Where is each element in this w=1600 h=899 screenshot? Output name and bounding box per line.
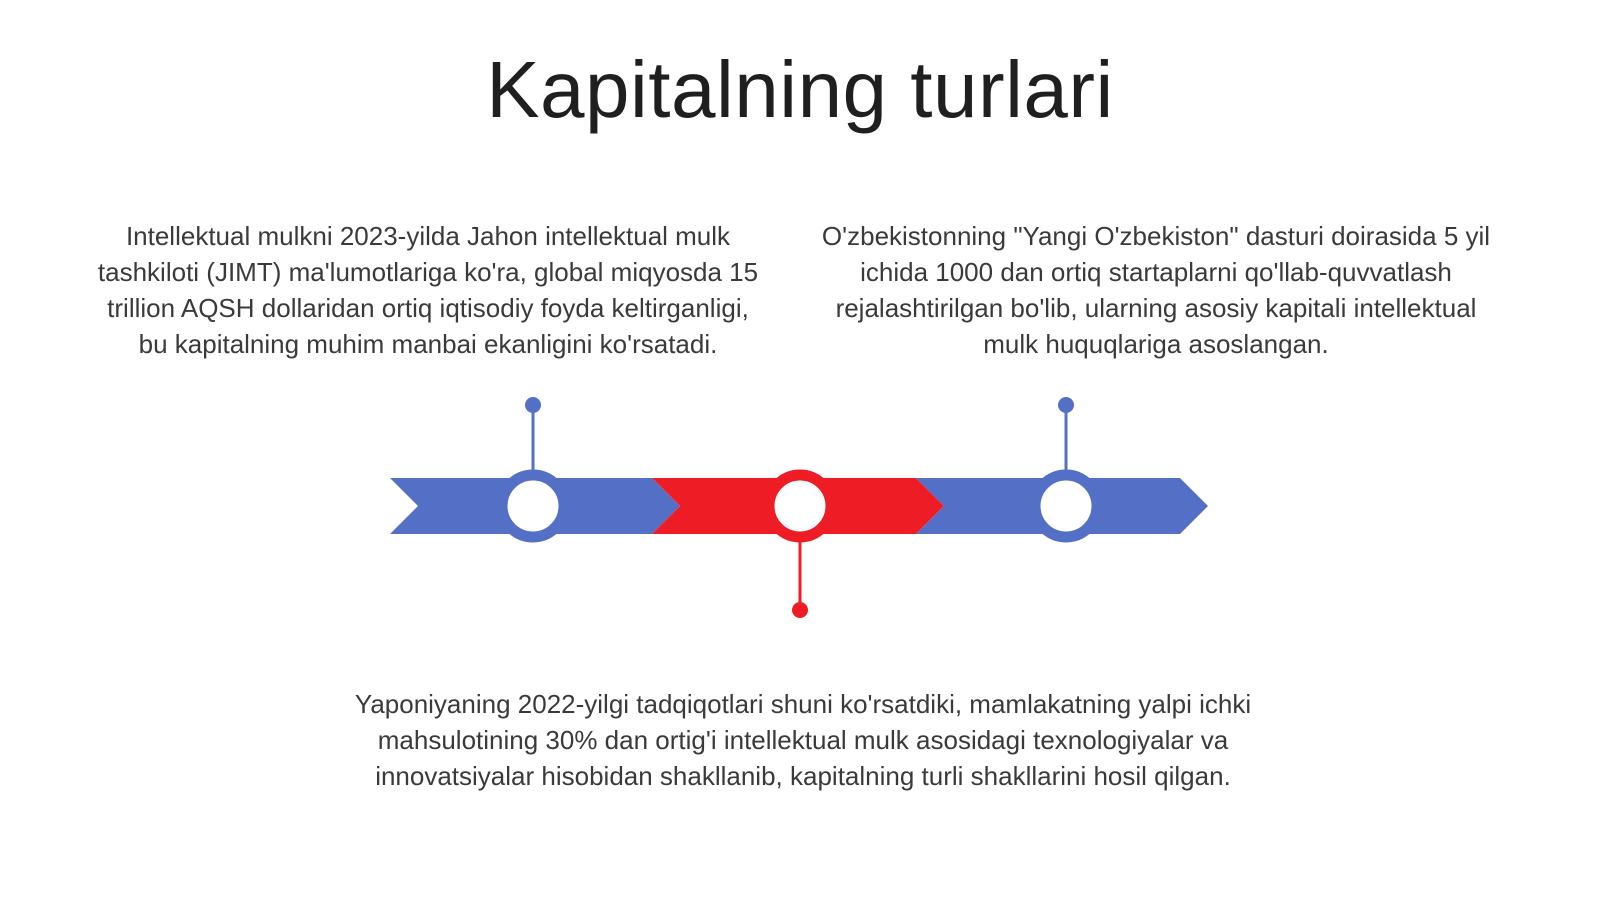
milestone-ring-3 xyxy=(1035,475,1097,537)
milestone-text-3: O'zbekistonning "Yangi O'zbekiston" dasturi doirasida 5 yil ichida 1000 dan ortiq startaplarni qo'llab-quvvatlash rejalashtirilgan bo'lib, ularning asosiy kapitali intellektual mulk huquqlariga asoslangan. xyxy=(821,221,1491,359)
milestone-ring-1 xyxy=(502,475,564,537)
milestone-text-1: Intellektual mulkni 2023-yilda Jahon intellektual mulk tashkiloti (JIMT) ma'lumotlariga ko'ra, global miqyosda 15 trillion AQSH dollaridan ortiq iqtisodiy foyda keltirganligi, bu kapitalning muhim manbai ekanligini ko'rsatadi. xyxy=(97,221,759,359)
slide-title: Kapitalning turlari xyxy=(486,45,1114,134)
milestone-ring-2 xyxy=(769,475,831,537)
milestone-dot-2 xyxy=(792,602,808,618)
milestone-dot-1 xyxy=(525,397,541,413)
milestone-dot-3 xyxy=(1058,397,1074,413)
milestone-text-2: Yaponiyaning 2022-yilgi tadqiqotlari shuni ko'rsatdiki, mamlakatning yalpi ichki mahsulotining 30% dan ortig'i intellektual mulk asosidagi texnologiyalar va innovatsiyalar hisobidan shakllanib, kapitalning turli shakllarini hosil qilgan. xyxy=(354,689,1252,791)
